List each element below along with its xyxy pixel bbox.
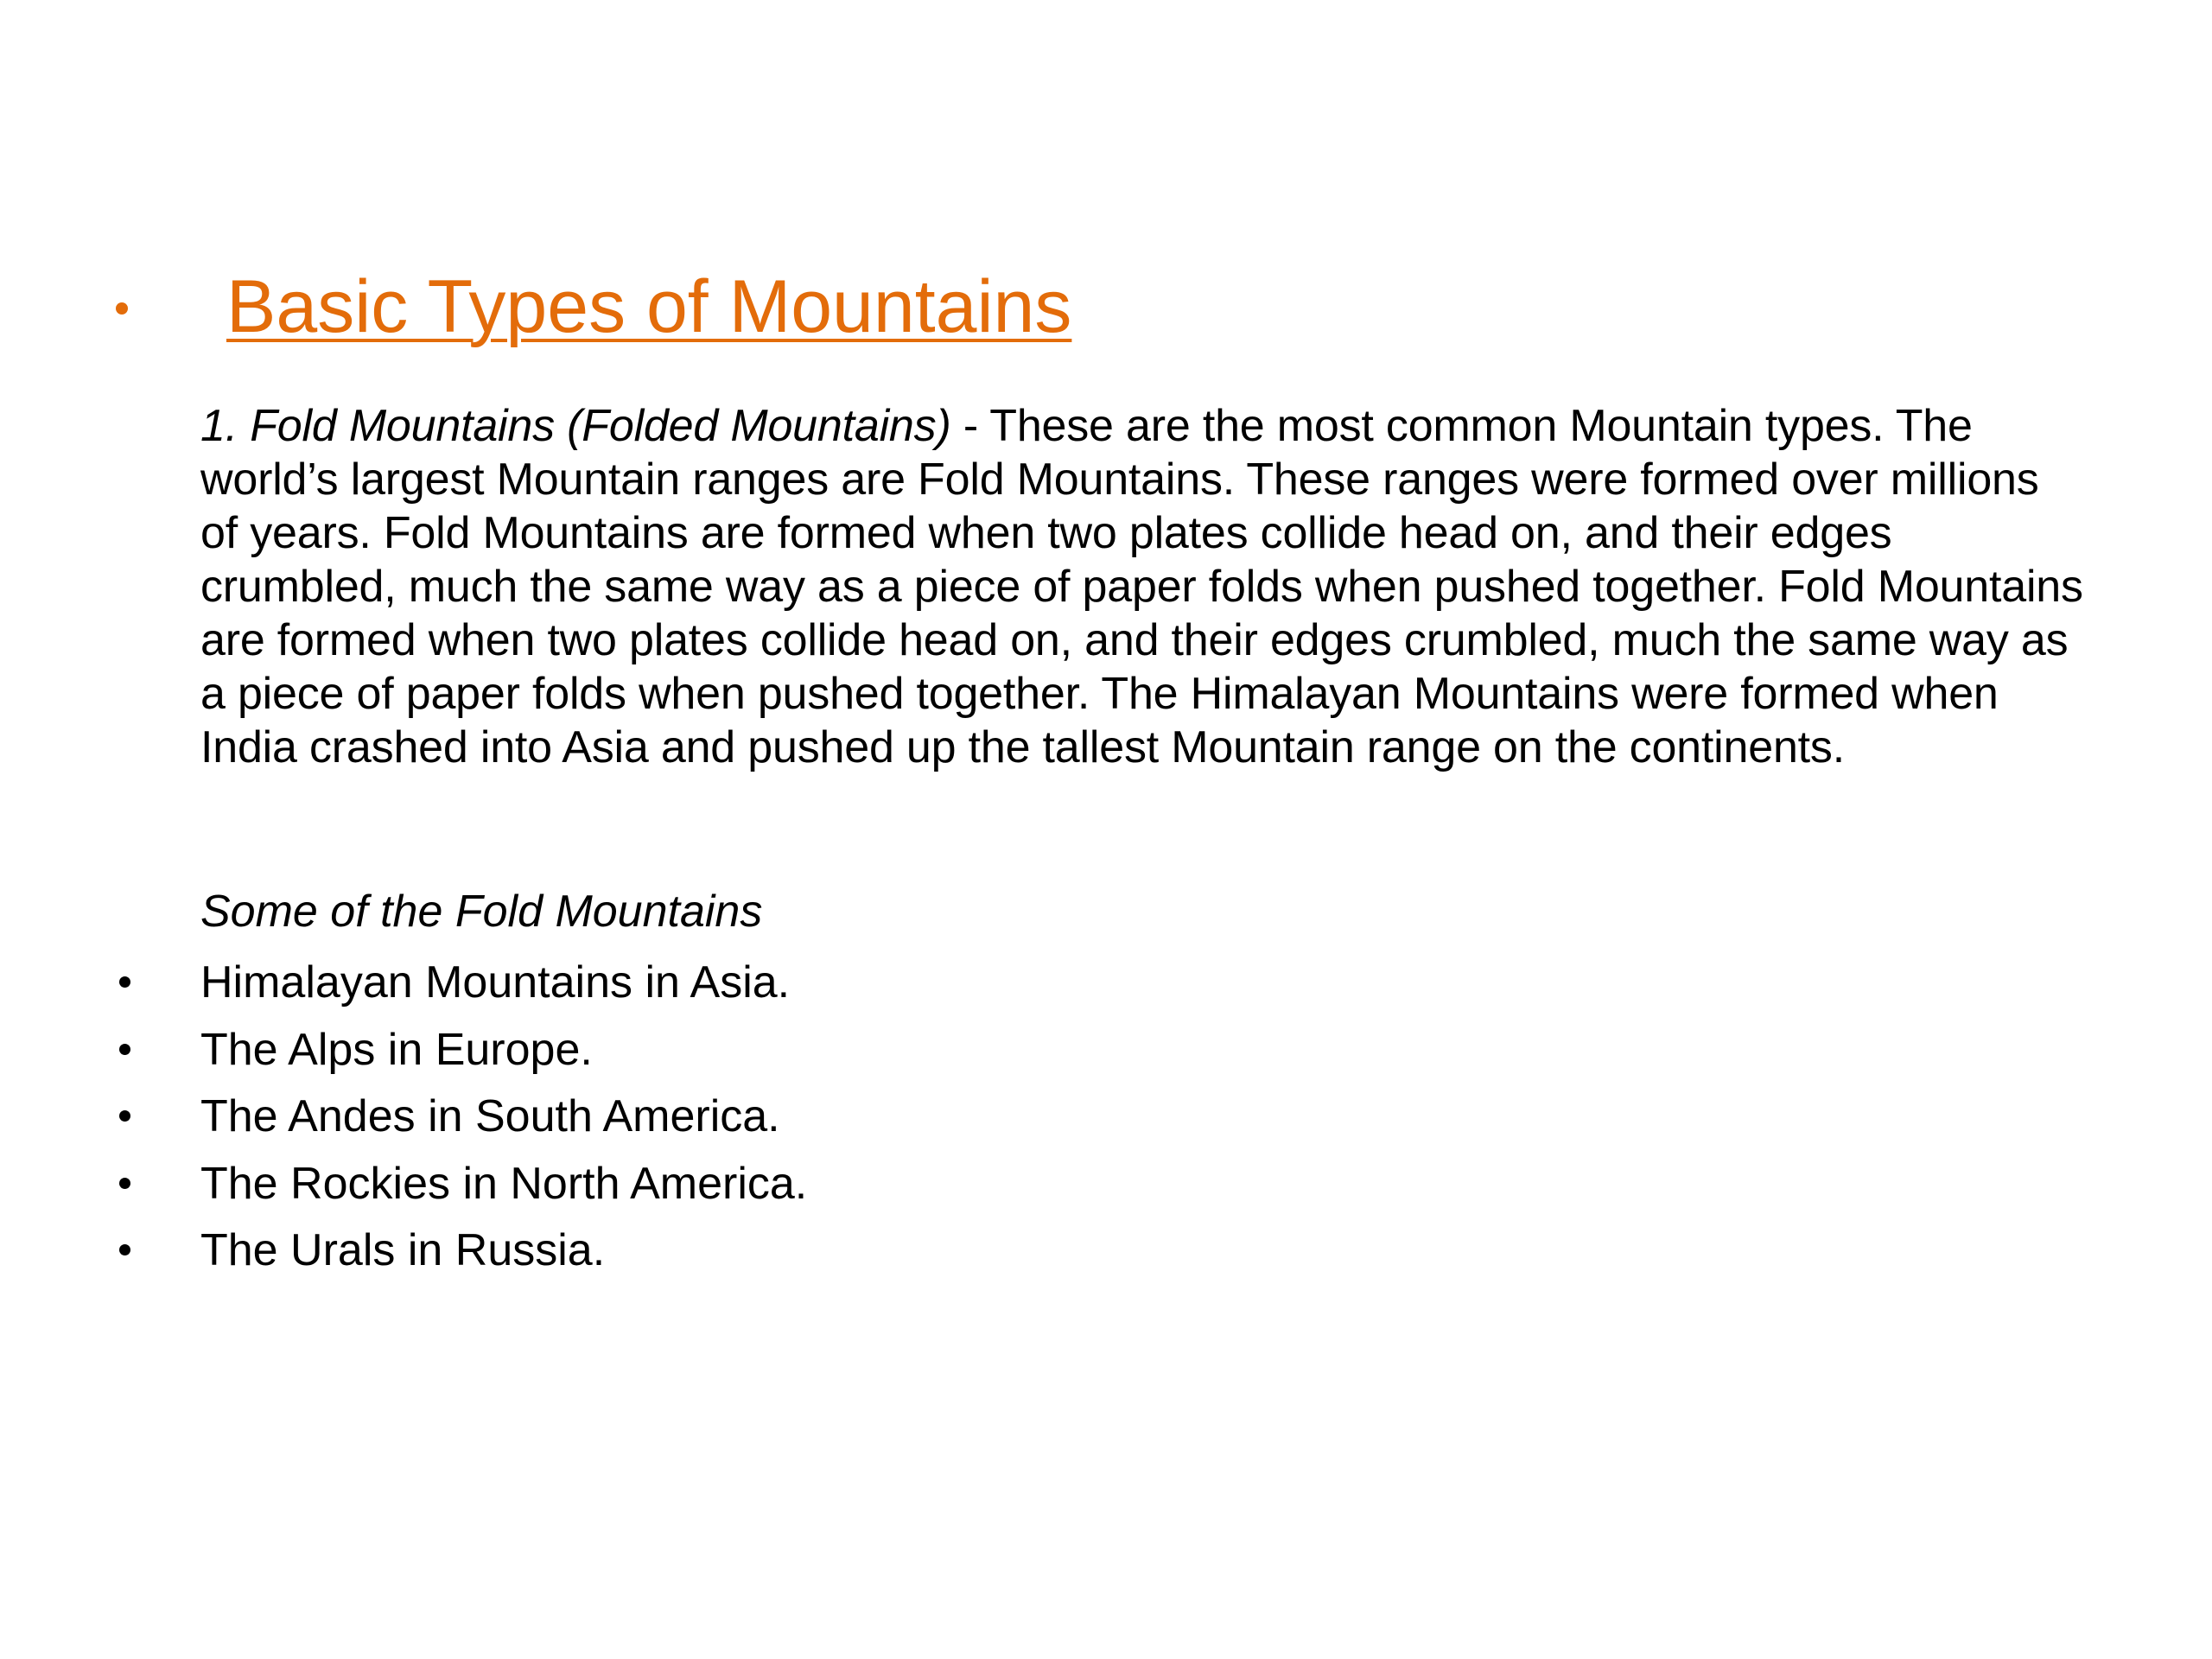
bullet-icon bbox=[119, 1244, 130, 1255]
bullet-icon bbox=[119, 1178, 130, 1189]
bullet-icon bbox=[119, 1044, 130, 1055]
list-item-text: The Alps in Europe. bbox=[200, 1024, 593, 1075]
paragraph-body: - These are the most common Mountain types. The world’s largest Mountain ranges are Fold Mountains. These ranges were formed over millions of years. Fold Mountains are formed when two plates collide head on, and their edges crumbled, much the same way as a piece of paper folds when pushed together. Fold Mountains are formed when two plates collide head on, and their edges crumbled, much the same way as a piece of paper folds when pushed together. The Himalayan Mountains were formed when India crashed into Asia and pushed up the tallest Mountain range on the continents. bbox=[200, 401, 2083, 772]
list-item-text: The Urals in Russia. bbox=[200, 1225, 606, 1275]
examples-heading: Some of the Fold Mountains bbox=[200, 887, 763, 937]
list-item-text: Himalayan Mountains in Asia. bbox=[200, 957, 791, 1007]
paragraph-lead: 1. Fold Mountains (Folded Mountains) bbox=[200, 401, 951, 451]
list-item-text: The Rockies in North America. bbox=[200, 1158, 808, 1209]
list-item-text: The Andes in South America. bbox=[200, 1091, 780, 1141]
title-bullet-icon bbox=[116, 302, 128, 315]
slide-title: Basic Types of Mountains bbox=[226, 265, 1072, 348]
bullet-icon bbox=[119, 1110, 130, 1122]
bullet-icon bbox=[119, 976, 130, 988]
fold-mountains-paragraph bbox=[200, 399, 2084, 774]
